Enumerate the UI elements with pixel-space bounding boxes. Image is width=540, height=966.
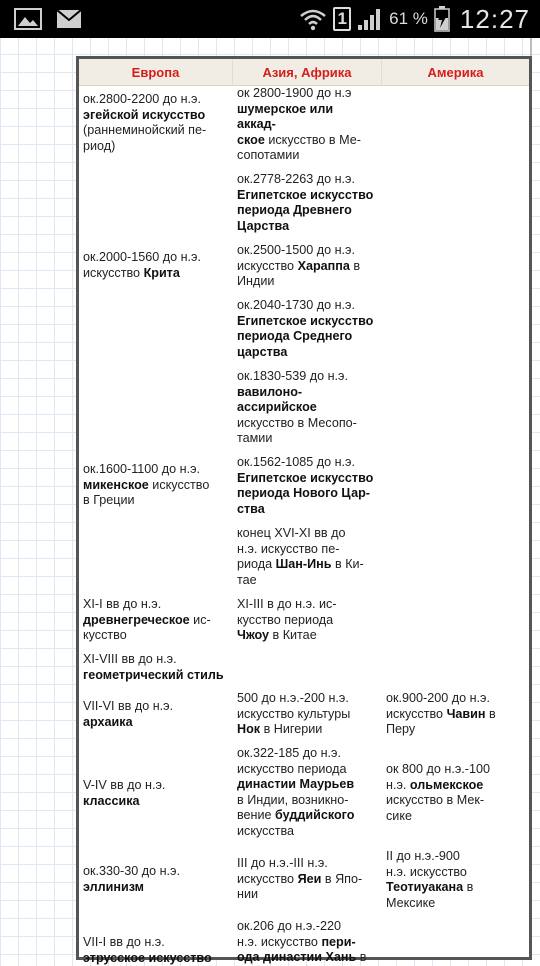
cell-text: риода	[237, 557, 276, 571]
cell-line	[237, 542, 380, 558]
cell-line	[237, 329, 380, 345]
cell-text: в Индии, возникно-	[237, 793, 348, 807]
cell-line	[237, 188, 380, 204]
cell-line	[386, 707, 527, 723]
table-cell-asia-africa	[233, 86, 382, 164]
cell-line	[237, 314, 380, 330]
cell-line	[83, 794, 231, 810]
table-cell-asia-africa	[233, 526, 382, 588]
system-icons	[299, 4, 540, 35]
cell-text: в Китае	[269, 628, 317, 642]
cell-text: риод)	[83, 139, 115, 153]
cell-line	[237, 856, 380, 872]
cell-line	[83, 628, 231, 644]
cell-line	[237, 345, 380, 361]
cell-text: искусство	[237, 872, 298, 886]
cell-line	[386, 722, 527, 738]
cell-text-bold: древнегреческое	[83, 613, 190, 627]
cell-text: Мексике	[386, 896, 435, 910]
cell-text-bold: ства	[237, 502, 265, 516]
cell-text: в	[463, 880, 473, 894]
cell-line	[237, 707, 380, 723]
cell-text-bold: периода Древнего	[237, 203, 352, 217]
cell-line	[237, 777, 380, 793]
cell-line	[386, 880, 527, 896]
table-cell-asia-africa	[233, 243, 382, 290]
header-america: Америка	[382, 59, 529, 85]
cell-text: ок 2800-1900 до н.э	[237, 86, 351, 100]
cell-line	[237, 502, 380, 518]
table-cell-europe	[79, 864, 233, 895]
cell-line	[237, 793, 380, 809]
cell-line	[237, 274, 380, 290]
cell-text: XI-VIII вв до н.э.	[83, 652, 177, 666]
cell-line	[237, 431, 380, 447]
cell-line	[83, 935, 231, 951]
cell-line	[237, 722, 380, 738]
cell-text: ок.900-200 до н.э.	[386, 691, 490, 705]
cell-text: кусство периода	[237, 613, 333, 627]
cell-text-bold: вавилоно-	[237, 385, 302, 399]
header-asia-africa: Азия, Африка	[233, 59, 382, 85]
cell-line	[237, 628, 380, 644]
cell-text-bold: Чжоу	[237, 628, 269, 642]
cell-text-bold: Яеи	[298, 872, 322, 886]
cell-line	[386, 762, 527, 778]
battery-charging-icon	[434, 6, 450, 32]
cell-text-bold: эллинизм	[83, 880, 144, 894]
cell-text: искусство в Ме-	[265, 133, 361, 147]
cell-line	[237, 259, 380, 275]
cell-line	[386, 896, 527, 912]
cell-text-bold: аккад-	[237, 117, 276, 131]
cell-text: ок.1600-1100 до н.э.	[83, 462, 200, 476]
cell-text-bold: царства	[237, 345, 287, 359]
cell-line	[83, 493, 231, 509]
cell-text: н.э.	[386, 778, 410, 792]
cell-text-bold: шумерское или	[237, 102, 333, 116]
cell-text-bold: Чавин	[447, 707, 486, 721]
cell-line	[237, 597, 380, 613]
cell-text: XI-III в до н.э. ис-	[237, 597, 337, 611]
cell-text: тамии	[237, 431, 272, 445]
cell-line	[237, 298, 380, 314]
cell-line	[83, 778, 231, 794]
cell-text-bold: Крита	[144, 266, 180, 280]
cell-line	[237, 746, 380, 762]
cell-line	[83, 699, 231, 715]
cell-line	[83, 652, 231, 668]
cell-line	[237, 950, 380, 966]
cell-text: ок.2800-2200 до н.э.	[83, 92, 201, 106]
cell-line	[237, 762, 380, 778]
cell-line	[386, 809, 527, 825]
cell-text: в	[350, 259, 360, 273]
cell-line	[237, 133, 380, 149]
cell-text: вение	[237, 808, 275, 822]
cell-text-bold: Теотиуакана	[386, 880, 463, 894]
table-cell-america	[382, 762, 529, 824]
table-cell-asia-africa	[233, 455, 382, 517]
cell-text: искусство	[386, 707, 447, 721]
cell-text-bold: Египетское искусство	[237, 188, 373, 202]
table-cell-europe	[79, 699, 233, 730]
table-header-row	[79, 59, 529, 86]
cell-line	[237, 808, 380, 824]
notification-icons	[0, 8, 82, 30]
cell-text: тае	[237, 573, 257, 587]
cell-line	[237, 824, 380, 840]
table-inner	[79, 59, 529, 957]
table-cell-asia-africa	[233, 691, 382, 738]
art-history-table	[76, 56, 532, 960]
table-cell-asia-africa	[233, 919, 382, 966]
cell-text-bold: ода династии Хань	[237, 950, 356, 964]
cell-text: в Ки-	[332, 557, 364, 571]
cell-line	[237, 86, 380, 102]
cell-text: ок.322-185 до н.э.	[237, 746, 341, 760]
cell-line	[386, 793, 527, 809]
cell-line	[237, 243, 380, 259]
cell-text-bold: ольмекское	[410, 778, 483, 792]
cell-text: ок.2500-1500 до н.э.	[237, 243, 355, 257]
cell-line	[237, 385, 380, 401]
cell-text: VII-VI вв до н.э.	[83, 699, 173, 713]
cell-text: в Япо-	[321, 872, 362, 886]
cell-line	[237, 455, 380, 471]
cell-line	[83, 864, 231, 880]
cell-line	[237, 416, 380, 432]
cell-text: III до н.э.-III н.э.	[237, 856, 328, 870]
cell-text: ок.330-30 до н.э.	[83, 864, 180, 878]
cell-text: н.э. искусство пе-	[237, 542, 339, 556]
cell-text-bold: периода Нового Цар-	[237, 486, 370, 500]
cell-line	[237, 526, 380, 542]
cell-text-bold: Хараппа	[298, 259, 350, 273]
cell-line	[83, 478, 231, 494]
wifi-icon	[299, 7, 327, 31]
cell-line	[237, 887, 380, 903]
cell-line	[237, 219, 380, 235]
cell-line	[386, 849, 527, 865]
cell-line	[237, 919, 380, 935]
cell-line	[237, 148, 380, 164]
clock: 12:27	[460, 4, 530, 35]
cell-line	[83, 462, 231, 478]
cell-text: искусство	[149, 478, 210, 492]
sim-slot-indicator: 1	[333, 7, 351, 31]
table-cell-america	[382, 849, 529, 911]
cell-line	[237, 102, 380, 118]
cell-text-bold: ское	[237, 133, 265, 147]
table-cell-europe	[79, 92, 233, 154]
cell-text-bold: ассирийское	[237, 400, 317, 414]
cell-text: кусство	[83, 628, 127, 642]
cell-text-bold: Египетское искусство	[237, 471, 373, 485]
cell-line	[83, 613, 231, 629]
cell-text-bold: династии Маурьев	[237, 777, 354, 791]
table-body	[79, 86, 529, 956]
table-cell-europe	[79, 250, 233, 281]
cell-line	[237, 471, 380, 487]
cell-text: ок.1562-1085 до н.э.	[237, 455, 355, 469]
cell-line	[83, 951, 231, 966]
cell-line	[83, 597, 231, 613]
cell-text: ок 800 до н.э.-100	[386, 762, 490, 776]
cell-text-bold: буддийского	[275, 808, 354, 822]
cell-text-bold: Нок	[237, 722, 260, 736]
cell-text: ок.2040-1730 до н.э.	[237, 298, 355, 312]
cell-text: VII-I вв до н.э.	[83, 935, 165, 949]
cell-text: 500 до н.э.-200 н.э.	[237, 691, 349, 705]
cell-line	[83, 250, 231, 266]
cell-line	[237, 486, 380, 502]
cell-text: в	[486, 707, 496, 721]
cell-text: искусство	[237, 259, 298, 273]
cell-text-bold: архаика	[83, 715, 133, 729]
cell-line	[237, 172, 380, 188]
cell-text: II до н.э.-900	[386, 849, 460, 863]
signal-icon	[357, 7, 383, 31]
cell-line	[83, 715, 231, 731]
cell-text-bold: периода Среднего	[237, 329, 352, 343]
cell-line	[237, 400, 380, 416]
cell-line	[237, 369, 380, 385]
cell-text: ок.1830-539 до н.э.	[237, 369, 348, 383]
battery-percent: 61 %	[389, 9, 428, 29]
cell-text-bold: геометрический стиль	[83, 668, 224, 682]
cell-text: искусство в Месопо-	[237, 416, 357, 430]
cell-text: ок.2778-2263 до н.э.	[237, 172, 355, 186]
cell-line	[83, 139, 231, 155]
table-cell-asia-africa	[233, 172, 382, 234]
cell-text-bold: Шан-Инь	[276, 557, 332, 571]
cell-text: в	[356, 950, 366, 964]
cell-text: сике	[386, 809, 412, 823]
table-cell-europe	[79, 778, 233, 809]
cell-text: сопотамии	[237, 148, 299, 162]
cell-text: искусства	[237, 824, 294, 838]
table-cell-america	[382, 691, 529, 738]
cell-line	[83, 108, 231, 124]
table-cell-asia-africa	[233, 856, 382, 903]
cell-text-bold: микенское	[83, 478, 149, 492]
cell-text: конец XVI-XI вв до	[237, 526, 345, 540]
cell-text: искусство в Мек-	[386, 793, 484, 807]
cell-text: ок.2000-1560 до н.э.	[83, 250, 201, 264]
cell-line	[237, 872, 380, 888]
cell-text-bold: Египетское искусство	[237, 314, 373, 328]
table-cell-asia-africa	[233, 369, 382, 447]
cell-line	[237, 935, 380, 951]
table-cell-europe	[79, 652, 233, 683]
cell-text: в Нигерии	[260, 722, 322, 736]
cell-line	[237, 117, 380, 133]
cell-line	[237, 557, 380, 573]
cell-line	[237, 613, 380, 629]
cell-line	[237, 203, 380, 219]
cell-line	[83, 123, 231, 139]
gallery-icon	[14, 8, 42, 30]
header-europe: Европа	[79, 59, 233, 85]
table-cell-asia-africa	[233, 746, 382, 839]
cell-text-bold: Царства	[237, 219, 289, 233]
table-cell-asia-africa	[233, 298, 382, 360]
cell-text: Индии	[237, 274, 274, 288]
table-cell-europe	[79, 462, 233, 509]
cell-line	[83, 266, 231, 282]
cell-text: н.э. искусство	[386, 865, 467, 879]
cell-text: н.э. искусство	[237, 935, 321, 949]
status-bar	[0, 0, 540, 38]
cell-line	[386, 778, 527, 794]
cell-line	[83, 92, 231, 108]
cell-line	[237, 573, 380, 589]
message-icon	[56, 9, 82, 29]
cell-text-bold: этрусское искусство	[83, 951, 212, 965]
cell-text: ис-	[190, 613, 211, 627]
cell-line	[237, 691, 380, 707]
cell-text-bold: классика	[83, 794, 140, 808]
cell-text: искусство	[83, 266, 144, 280]
cell-text: нии	[237, 887, 258, 901]
table-cell-europe	[79, 597, 233, 644]
table-cell-europe	[79, 935, 233, 966]
cell-line	[83, 668, 231, 684]
cell-text: Перу	[386, 722, 415, 736]
cell-text-bold: пери-	[321, 935, 355, 949]
cell-text: в Греции	[83, 493, 135, 507]
cell-text: V-IV вв до н.э.	[83, 778, 165, 792]
cell-line	[386, 691, 527, 707]
cell-line	[83, 880, 231, 896]
cell-text: (раннеминойский пе-	[83, 123, 206, 137]
cell-text: ок.206 до н.э.-220	[237, 919, 341, 933]
table-cell-asia-africa	[233, 597, 382, 644]
cell-text: искусство культуры	[237, 707, 350, 721]
cell-line	[386, 865, 527, 881]
cell-text: XI-I вв до н.э.	[83, 597, 161, 611]
cell-text-bold: эгейской искусство	[83, 108, 205, 122]
cell-text: искусство периода	[237, 762, 347, 776]
